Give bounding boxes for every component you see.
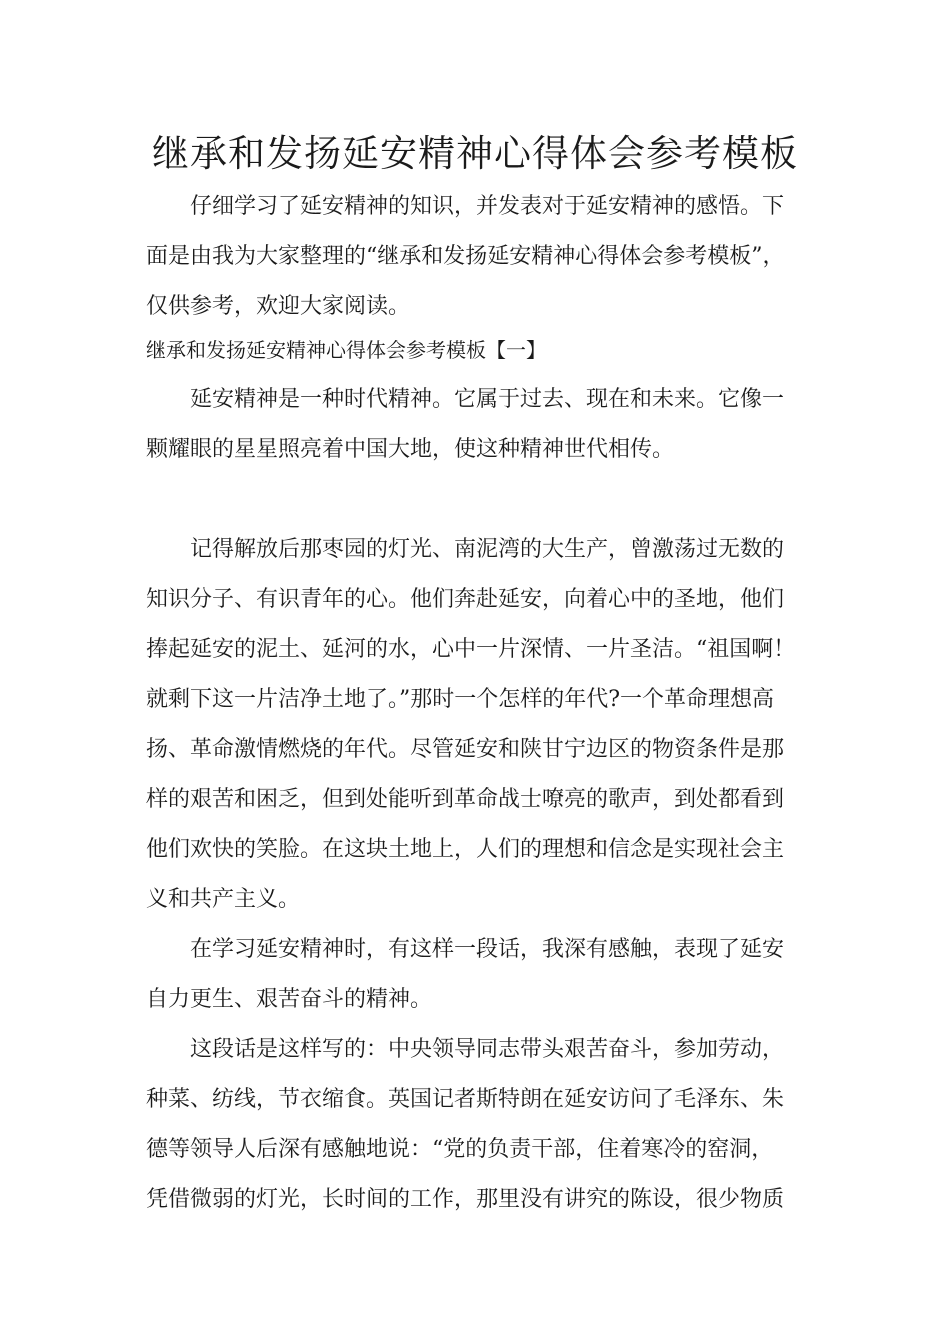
paragraph-4 (146, 1025, 826, 1225)
text-line: 仅供参考，欢迎大家阅读。 (146, 294, 411, 319)
paragraph-2 (146, 525, 826, 925)
text-line: 捧起延安的泥土、延河的水，心中一片深情、一片圣洁。“祖国啊！ (146, 637, 796, 662)
text-line: 他们欢快的笑脸。在这块土地上，人们的理想和信念是实现社会主 (146, 837, 785, 862)
text-line: 颗耀眼的星星照亮着中国大地，使这种精神世代相传。 (146, 437, 675, 462)
text-line: 样的艰苦和困乏，但到处能听到革命战士嘹亮的歌声，到处都看到 (146, 787, 785, 812)
text-line: 仔细学习了延安精神的知识，并发表对于延安精神的感悟。下 (146, 194, 785, 219)
paragraph-3 (146, 925, 826, 1025)
text-line: 扬、革命激情燃烧的年代。尽管延安和陕甘宁边区的物资条件是那 (146, 737, 785, 762)
text-line: 义和共产主义。 (146, 887, 301, 912)
text-line: 就剩下这一片洁净土地了。”那时一个怎样的年代?一个革命理想高 (146, 687, 775, 712)
text-line: 这段话是这样写的：中央领导同志带头艰苦奋斗，参加劳动， (146, 1037, 785, 1062)
text-line: 种菜、纺线，节衣缩食。英国记者斯特朗在延安访问了毛泽东、朱 (146, 1087, 785, 1112)
text-line: 记得解放后那枣园的灯光、南泥湾的大生产，曾激荡过无数的 (146, 537, 785, 562)
text-line: 知识分子、有识青年的心。他们奔赴延安，向着心中的圣地，他们 (146, 587, 785, 612)
intro-paragraph (146, 182, 826, 332)
text-line: 自力更生、艰苦奋斗的精神。 (146, 987, 433, 1012)
document-title: 继承和发扬延安精神心得体会参考模板 (152, 132, 798, 175)
text-line: 在学习延安精神时，有这样一段话，我深有感触，表现了延安 (146, 937, 785, 962)
text-line: 面是由我为大家整理的“继承和发扬延安精神心得体会参考模板”， (146, 244, 785, 269)
paragraph-1 (146, 375, 826, 475)
section-heading: 继承和发扬延安精神心得体会参考模板【一】 (146, 338, 546, 362)
text-line: 德等领导人后深有感触地说：“党的负责干部，住着寒冷的窑洞， (146, 1137, 774, 1162)
text-line: 延安精神是一种时代精神。它属于过去、现在和未来。它像一 (146, 387, 785, 412)
text-line: 凭借微弱的灯光，长时间的工作，那里没有讲究的陈设，很少物质 (146, 1187, 785, 1212)
